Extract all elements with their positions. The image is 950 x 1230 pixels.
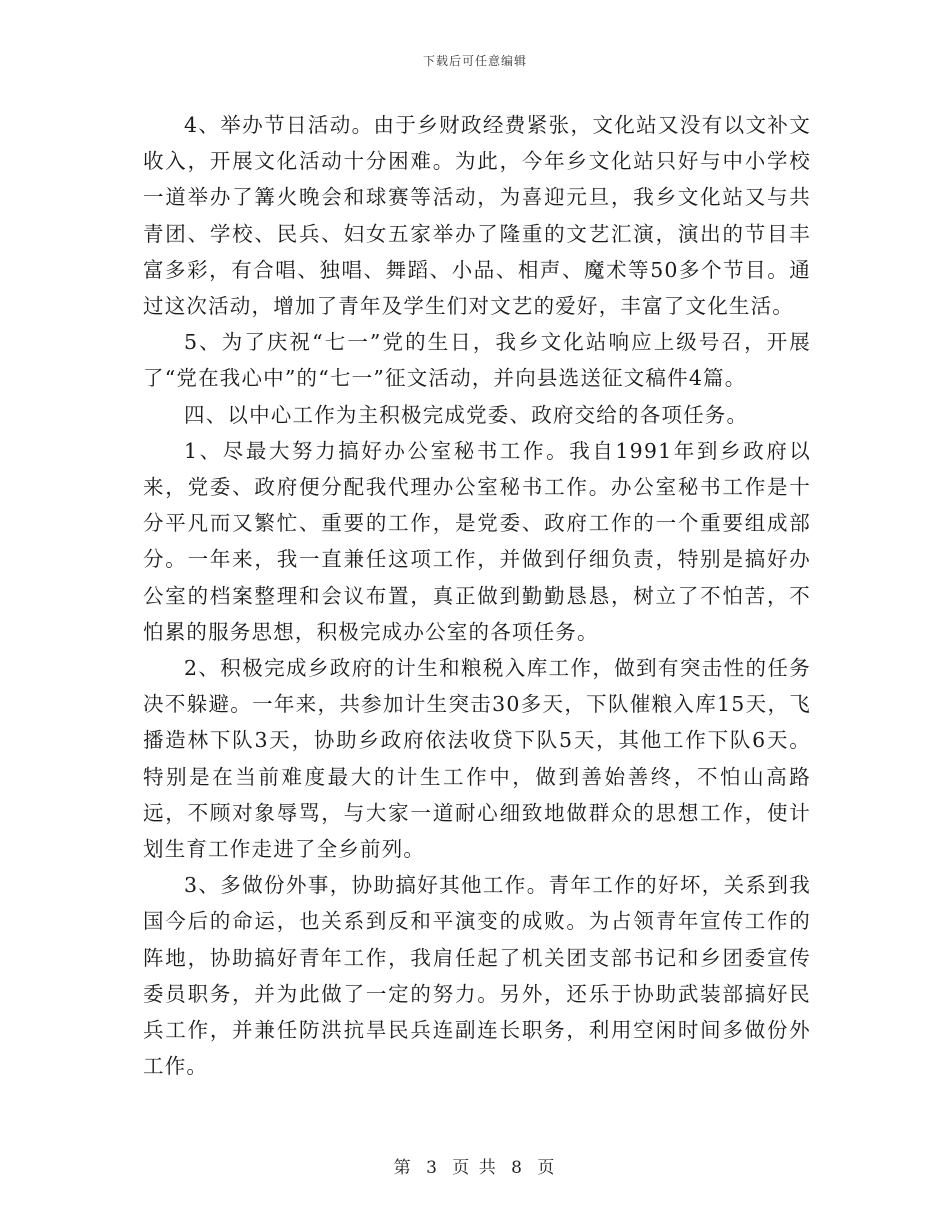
footer-prefix: 第	[393, 1158, 413, 1178]
footer-suffix: 页	[537, 1158, 557, 1178]
document-body	[143, 107, 811, 1084]
paragraph-festival-activities: 4、举办节日活动。由于乡财政经费紧张，文化站又没有以文补文收入，开展文化活动十分困难。为此，今年乡文化站只好与中小学校一道举办了篝火晚会和球赛等活动，为喜迎元旦，我乡文化站又与共青团、学校、民兵、妇女五家举办了隆重的文艺汇演，演出的节目丰富多彩，有合唱、独唱、舞蹈、小品、相声、魔术等50多个节目。通过这次活动，增加了青年及学生们对文艺的爱好，丰富了文化生活。	[143, 113, 811, 319]
footer-middle: 页 共	[452, 1158, 498, 1178]
header-note: 下载后可任意编辑	[422, 54, 527, 68]
paragraph-office-secretary: 1、尽最大努力搞好办公室秘书工作。我自1991年到乡政府以来，党委、政府便分配我代理办公室秘书工作。办公室秘书工作是十分平凡而又繁忙、重要的工作，是党委、政府工作的一个重要组成部分。一年来，我一直兼任这项工作，并做到仔细负责，特别是搞好办公室的档案整理和会议布置，真正做到勤勤恳恳，树立了不怕苦，不怕累的服务思想，积极完成办公室的各项任务。	[143, 438, 811, 644]
paragraph-extra-work: 3、多做份外事，协助搞好其他工作。青年工作的好坏，关系到我国今后的命运，也关系到反和平演变的成败。为占领青年宣传工作的阵地，协助搞好青年工作，我肩任起了机关团支部书记和乡团委宣传委员职务，并为此做了一定的努力。另外，还乐于协助武装部搞好民兵工作，并兼任防洪抗旱民兵连副连长职务，利用空闲时间多做份外工作。	[143, 873, 811, 1079]
section-heading-central-work: 四、以中心工作为主积极完成党委、政府交给的各项任务。	[184, 402, 749, 427]
page-footer	[0, 1153, 950, 1178]
footer-current-page: 3	[426, 1158, 439, 1178]
footer-total-pages: 8	[511, 1158, 524, 1178]
paragraph-family-planning-tax: 2、积极完成乡政府的计生和粮税入库工作，做到有突击性的任务决不躲避。一年来，共参加计生突击30多天，下队催粮入库15天，飞播造林下队3天，协助乡政府依法收贷下队5天，其他工作下队6天。特别是在当前难度最大的计生工作中，做到善始善终，不怕山高路远，不顾对象辱骂，与大家一道耐心细致地做群众的思想工作，使计划生育工作走进了全乡前列。	[143, 656, 811, 862]
paragraph-essay-activity: 5、为了庆祝“七一”党的生日，我乡文化站响应上级号召，开展了“党在我心中”的“七一”征文活动，并向县选送征文稿件4篇。	[143, 330, 811, 391]
